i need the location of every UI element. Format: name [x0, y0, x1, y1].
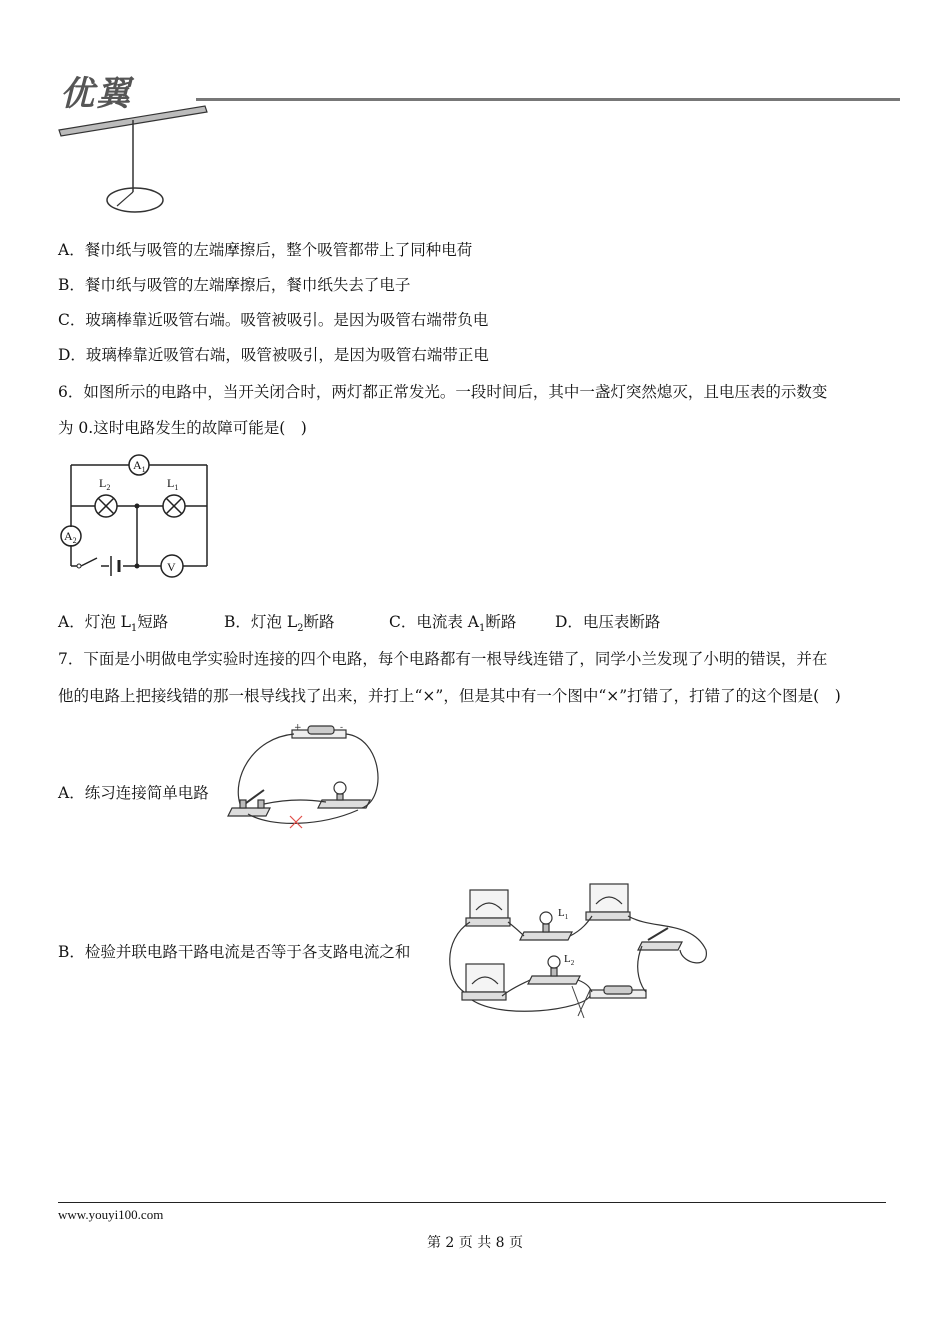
q7-option-a: A．练习连接简单电路: [58, 784, 209, 802]
label-l1: $L_1$: [167, 476, 179, 492]
fig-b-label-l1: $L_1$: [558, 907, 569, 921]
svg-text:+: +: [294, 723, 302, 733]
svg-text:-: -: [340, 723, 344, 733]
q6-stem-line1: 6．如图所示的电路中，当开关闭合时，两灯都正常发光。一段时间后，其中一盏灯突然熄灭，且电压表的示数变: [58, 383, 828, 401]
q6-stem-line2: 为 0.这时电路发生的故障可能是( ): [58, 419, 307, 437]
q7-stem-line2: 他的电路上把接线错的那一根导线找了出来，并打上“×”，但是其中有一个图中“×”打错了，打错了的这个图是( ): [58, 687, 841, 705]
page-number: 第 2 页 共 8 页: [426, 1235, 524, 1251]
header-rule: [196, 98, 900, 101]
q6-option-c: C．电流表 $A_1$断路: [389, 613, 517, 635]
footer-rule: [58, 1202, 886, 1203]
q7-option-b: B．检验并联电路干路电流是否等于各支路电流之和: [58, 943, 411, 961]
q6-circuit-diagram: [55, 448, 220, 578]
q5-option-d: D．玻璃棒靠近吸管右端，吸管被吸引，是因为吸管右端带正电: [58, 346, 489, 364]
q6-option-d: D．电压表断路: [555, 613, 661, 631]
label-a1: $A_1$: [133, 458, 146, 474]
q7-stem-line1: 7．下面是小明做电学实验时连接的四个电路，每个电路都有一根导线连错了，同学小兰发现了小明的错误，并在: [58, 650, 828, 668]
brand-logo: 优翼: [60, 74, 132, 114]
q5-option-a: A．餐巾纸与吸管的左端摩擦后，整个吸管都带上了同种电荷: [58, 241, 473, 259]
fig-b-label-l2: $L_2$: [564, 953, 575, 967]
q7-figure-a-simple-circuit: [222, 718, 384, 836]
q5-option-b: B．餐巾纸与吸管的左端摩擦后，餐巾纸失去了电子: [58, 276, 411, 294]
label-l2: $L_2$: [99, 476, 111, 492]
q6-option-a: A．灯泡 $L_1$短路: [58, 613, 169, 635]
label-a2: $A_2$: [64, 529, 77, 545]
q6-option-b: B．灯泡 $L_2$断路: [224, 613, 335, 635]
q7-figure-b-parallel-circuit: [442, 880, 712, 1020]
straw-stand-figure: [55, 100, 215, 218]
label-v: V: [167, 560, 176, 574]
q5-option-c: C．玻璃棒靠近吸管右端。吸管被吸引。是因为吸管右端带负电: [58, 311, 489, 329]
footer-website-link[interactable]: www.youyi100.com: [58, 1207, 164, 1222]
q6-options: [58, 612, 660, 639]
